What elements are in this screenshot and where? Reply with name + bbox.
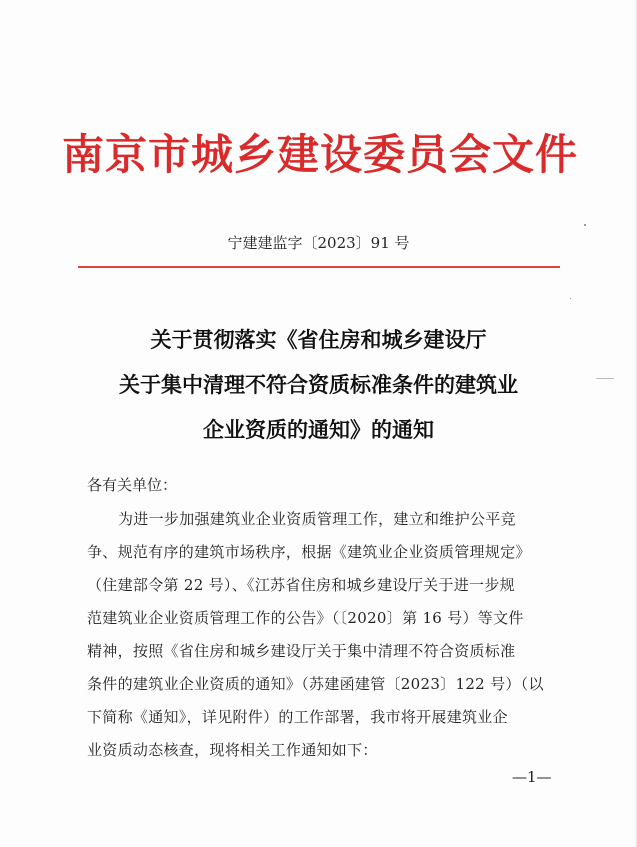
salutation: 各有关单位： xyxy=(87,476,178,494)
body-line-4: 范建筑业企业资质管理工作的公告》（〔2020〕第 16 号）等文件 xyxy=(87,609,524,627)
document-number: 宁建建监字〔2023〕91 号 xyxy=(227,234,410,252)
title-line-1: 关于贯彻落实《省住房和城乡建设厅 xyxy=(150,327,487,352)
scan-streak xyxy=(596,378,614,379)
scan-speck xyxy=(584,224,586,226)
body-line-2: 争、规范有序的建筑市场秩序，根据《建筑业企业资质管理规定》 xyxy=(87,543,531,561)
body-line-7: 下简称《通知》，详见附件）的工作部署，我市将开展建筑业企 xyxy=(87,708,508,726)
title-line-3: 企业资质的通知》的通知 xyxy=(203,417,434,442)
document-masthead: 南京市城乡建设委员会文件 xyxy=(61,130,578,179)
scan-speck xyxy=(570,298,571,299)
body-line-6: 条件的建筑业企业资质的通知》（苏建函建管〔2023〕122 号）（以 xyxy=(87,675,544,693)
title-line-2: 关于集中清理不符合资质标准条件的建筑业 xyxy=(119,372,518,397)
body-line-5: 精神，按照《省住房和城乡建设厅关于集中清理不符合资质标准 xyxy=(87,642,516,660)
red-divider-line xyxy=(78,266,560,268)
body-line-1: 为进一步加强建筑业企业资质管理工作，建立和维护公平竞 xyxy=(118,510,516,528)
body-line-8: 业资质动态核查，现将相关工作通知如下： xyxy=(87,741,378,759)
body-line-3: （住建部令第 22 号）、《江苏省住房和城乡建设厅关于进一步规 xyxy=(87,576,515,594)
page-number: —1— xyxy=(512,768,552,786)
